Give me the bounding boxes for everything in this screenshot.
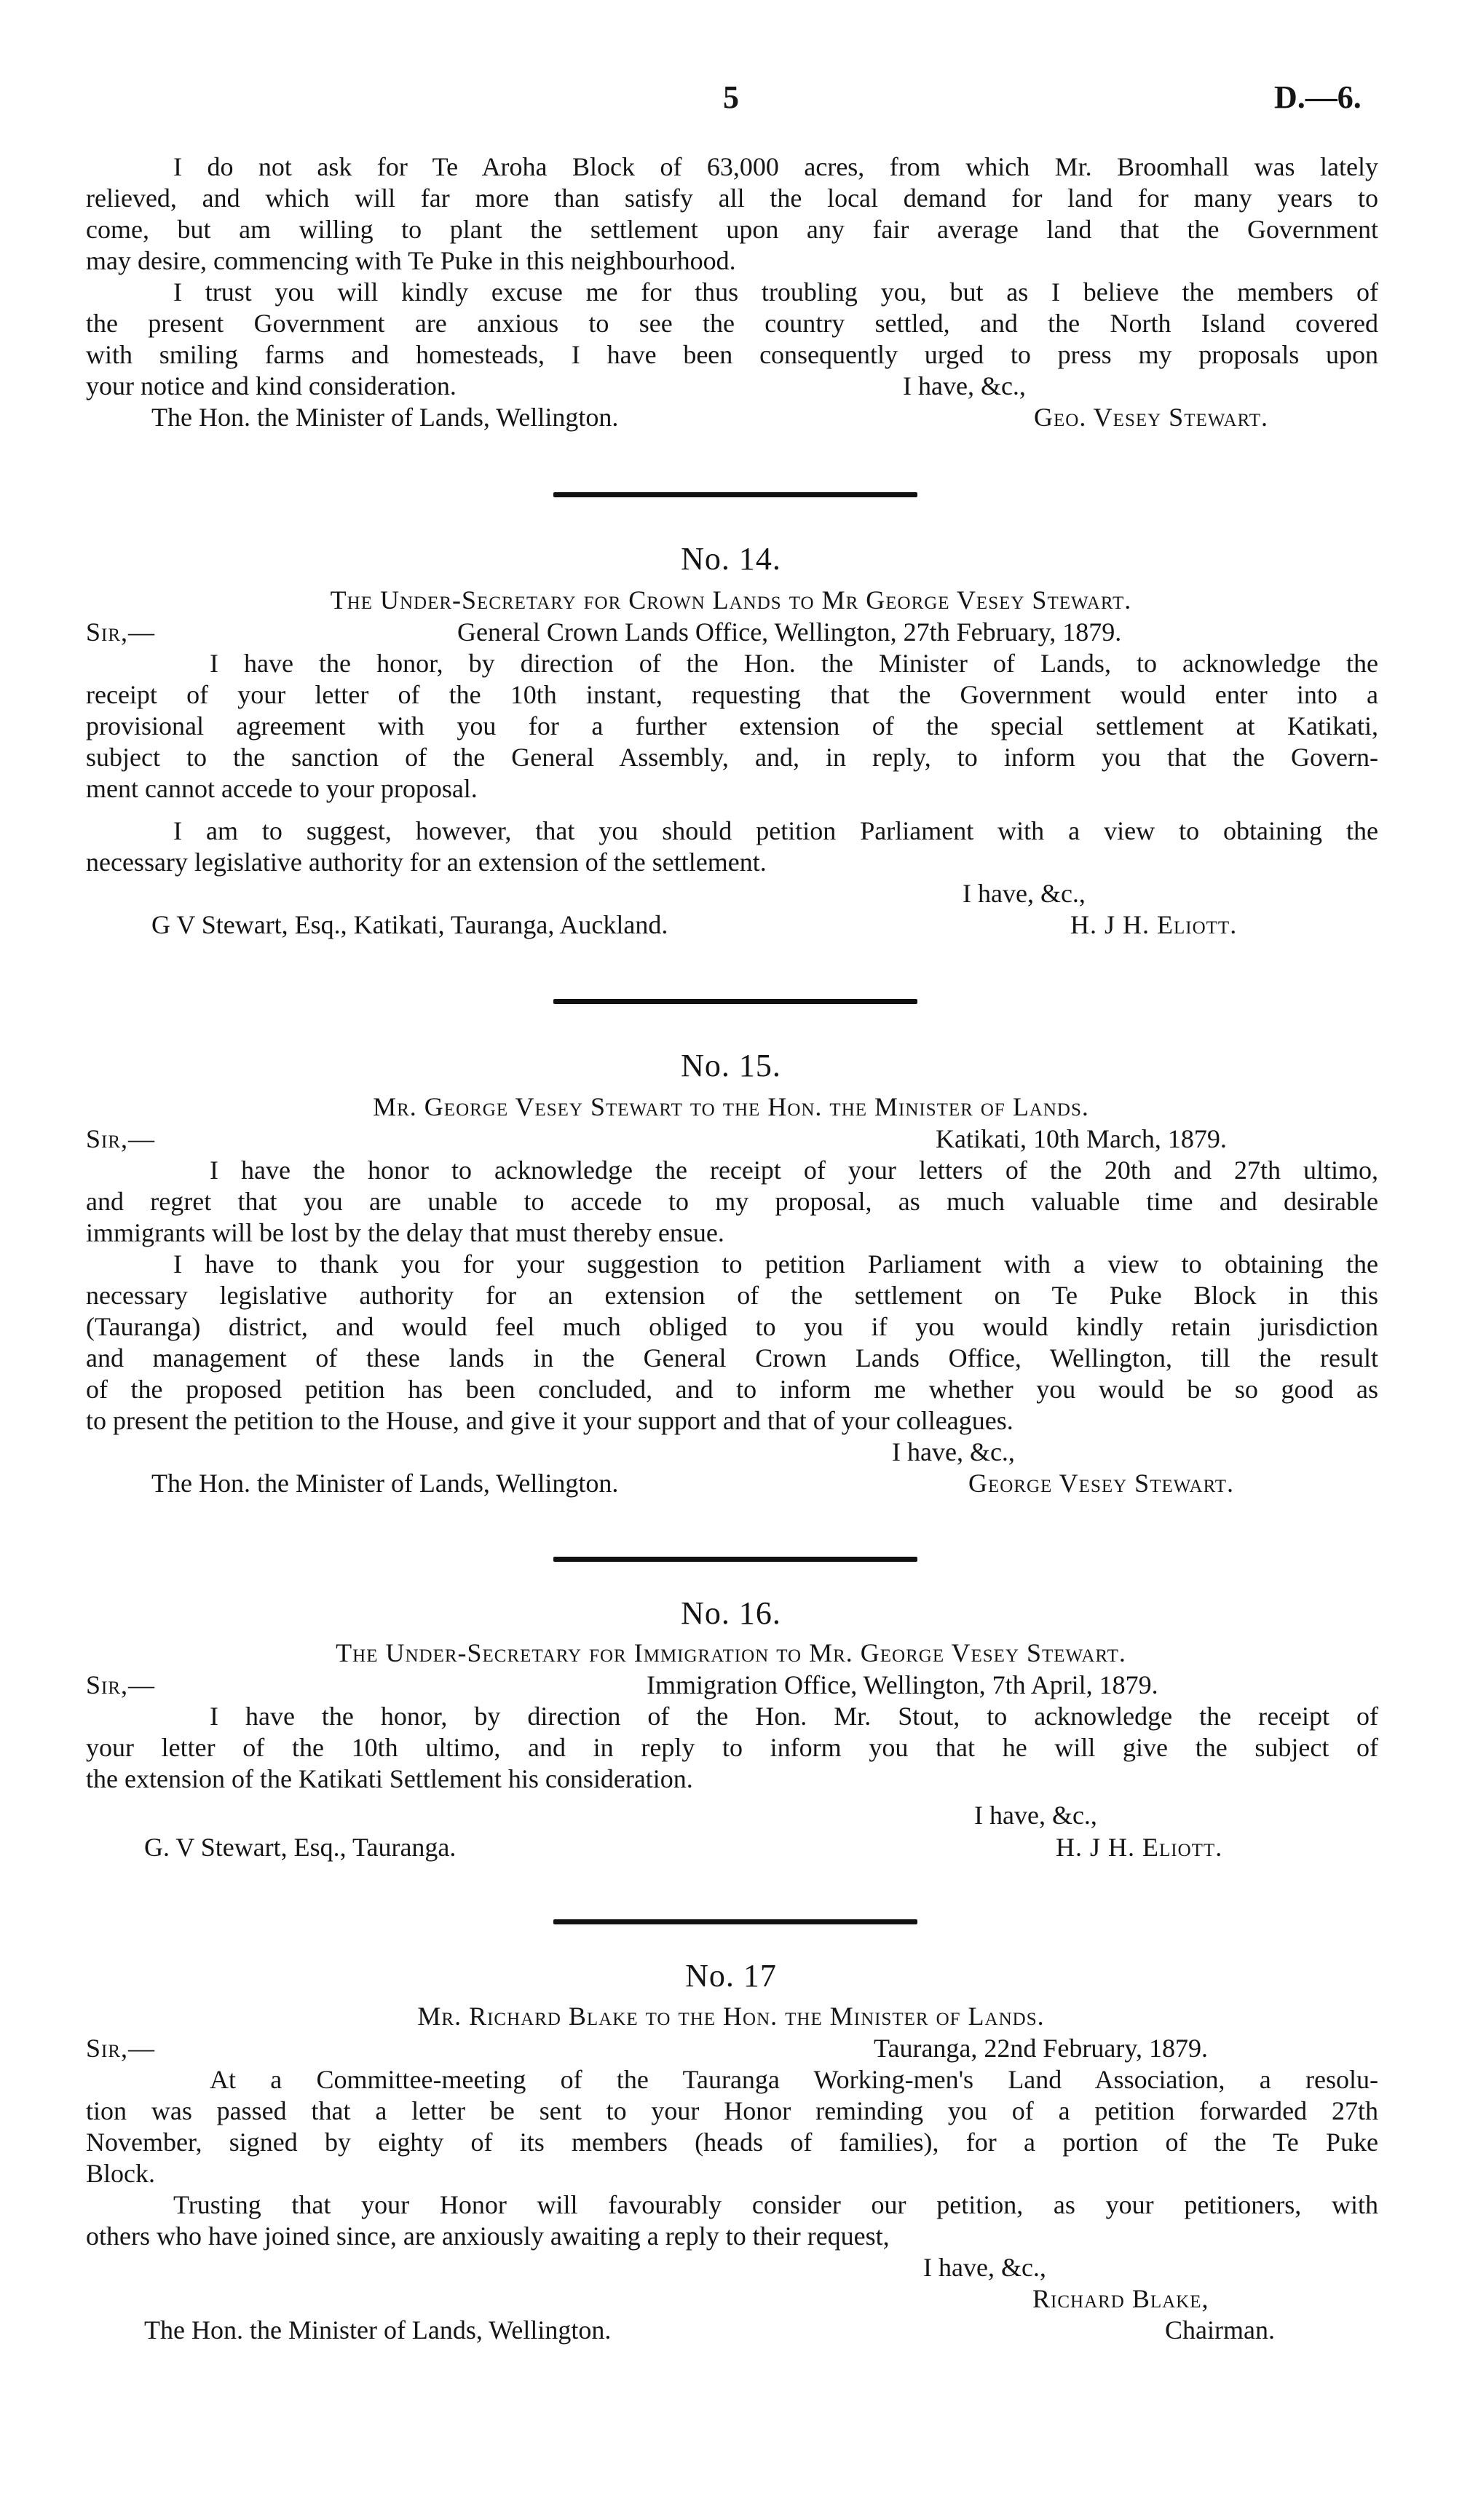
letter-number: No. 17 — [685, 1958, 777, 1994]
body-line: the present Government are anxious to see the country settled, and the North Island covered — [86, 309, 1378, 338]
body-line: I have to thank you for your suggestion to petition Parliament with a view to obtaining the — [173, 1249, 1378, 1279]
body-line: and regret that you are unable to accede to my proposal, as much valuable time and desirable — [86, 1187, 1378, 1216]
letter-number: No. 15. — [681, 1048, 781, 1083]
paper-reference: D.—6. — [1274, 79, 1362, 115]
letter-title: The Under-Secretary for Immigration to Mr. George Vesey Stewart. — [336, 1638, 1126, 1667]
body-line: your letter of the 10th ultimo, and in reply to inform you that he will give the subject of — [86, 1733, 1378, 1762]
body-line: your notice and kind consideration. — [86, 371, 457, 400]
addressee: G. V Stewart, Esq., Tauranga. — [144, 1833, 457, 1862]
body-line: and management of these lands in the General Crown Lands Office, Wellington, till the result — [86, 1343, 1378, 1372]
body-line: ment cannot accede to your proposal. — [86, 774, 478, 803]
body-line: come, but am willing to plant the settlement upon any fair average land that the Government — [86, 215, 1378, 244]
body-line: I do not ask for Te Aroha Block of 63,000 acres, from which Mr. Broomhall was lately — [173, 152, 1378, 181]
body-line: Trusting that your Honor will favourably consider our petition, as your petitioners, with — [173, 2190, 1378, 2219]
body-line: provisional agreement with you for a further extension of the special settlement at Katikati, — [86, 711, 1378, 740]
section-divider — [553, 1919, 917, 1924]
body-line: of the proposed petition has been concluded, and to inform me whether you would be so good as — [86, 1375, 1378, 1404]
signature: Geo. Vesey Stewart. — [1034, 403, 1269, 432]
body-line: I have the honor, by direction of the Hon. Mr. Stout, to acknowledge the receipt of — [210, 1702, 1378, 1731]
body-line: with smiling farms and homesteads, I have been consequently urged to press my proposals upon — [86, 340, 1378, 369]
addressee: The Hon. the Minister of Lands, Wellington. — [151, 403, 619, 432]
salutation: Sir,— — [86, 617, 156, 647]
body-line: Block. — [86, 2159, 155, 2188]
dateline: General Crown Lands Office, Wellington, 27th February, 1879. — [457, 617, 1122, 647]
closing: I have, &c., — [903, 371, 1026, 400]
body-line: the extension of the Katikati Settlement his consideration. — [86, 1764, 693, 1793]
addressee: The Hon. the Minister of Lands, Wellington. — [144, 2315, 612, 2345]
section-divider — [553, 999, 917, 1004]
addressee: G V Stewart, Esq., Katikati, Tauranga, Auckland. — [151, 910, 668, 939]
dateline: Tauranga, 22nd February, 1879. — [874, 2034, 1209, 2063]
signature: H. J H. Eliott. — [1070, 910, 1238, 939]
body-line: necessary legislative authority for an extension of the settlement on Te Puke Block in this — [86, 1281, 1378, 1310]
signature-title: Chairman. — [1165, 2315, 1275, 2345]
closing: I have, &c., — [963, 879, 1086, 908]
salutation: Sir,— — [86, 1124, 156, 1153]
signature: Richard Blake, — [1032, 2284, 1209, 2313]
closing: I have, &c., — [892, 1437, 1015, 1466]
body-line: I have the honor, by direction of the Hon. the Minister of Lands, to acknowledge the — [210, 649, 1378, 678]
body-line: receipt of your letter of the 10th instant, requesting that the Government would enter into a — [86, 680, 1378, 709]
letter-number: No. 14. — [681, 541, 781, 577]
dateline: Katikati, 10th March, 1879. — [936, 1124, 1227, 1153]
section-divider — [553, 1557, 917, 1562]
body-line: immigrants will be lost by the delay that must thereby ensue. — [86, 1218, 724, 1247]
body-line: I have the honor to acknowledge the receipt of your letters of the 20th and 27th ultimo, — [210, 1156, 1378, 1185]
body-line: others who have joined since, are anxiously awaiting a reply to their request, — [86, 2221, 890, 2251]
body-line: (Tauranga) district, and would feel much obliged to you if you would kindly retain jurisdiction — [86, 1312, 1378, 1341]
letter-number: No. 16. — [681, 1595, 781, 1631]
signature: George Vesey Stewart. — [968, 1469, 1235, 1498]
body-line: to present the petition to the House, and give it your support and that of your colleagues. — [86, 1406, 1013, 1435]
body-line: subject to the sanction of the General Assembly, and, in reply, to inform you that the Govern- — [86, 743, 1378, 772]
body-line: tion was passed that a letter be sent to your Honor reminding you of a petition forwarded 27th — [86, 2096, 1378, 2125]
page-number: 5 — [723, 79, 739, 115]
dateline: Immigration Office, Wellington, 7th April, 1879. — [647, 1670, 1158, 1699]
body-line: November, signed by eighty of its members (heads of families), for a portion of the Te Puke — [86, 2128, 1378, 2157]
body-line: may desire, commencing with Te Puke in this neighbourhood. — [86, 246, 736, 275]
body-line: I am to suggest, however, that you should petition Parliament with a view to obtaining the — [173, 816, 1378, 845]
salutation: Sir,— — [86, 1670, 156, 1699]
body-line: I trust you will kindly excuse me for thus troubling you, but as I believe the members of — [173, 277, 1378, 307]
body-line: relieved, and which will far more than satisfy all the local demand for land for many years to — [86, 183, 1378, 213]
letter-title: Mr. George Vesey Stewart to the Hon. the Minister of Lands. — [373, 1092, 1089, 1121]
letter-title: The Under-Secretary for Crown Lands to Mr George Vesey Stewart. — [330, 585, 1132, 615]
section-divider — [553, 492, 917, 497]
body-line: necessary legislative authority for an extension of the settlement. — [86, 848, 767, 877]
signature: H. J H. Eliott. — [1056, 1833, 1223, 1862]
addressee: The Hon. the Minister of Lands, Wellington. — [151, 1469, 619, 1498]
salutation: Sir,— — [86, 2034, 156, 2063]
closing: I have, &c., — [923, 2253, 1046, 2282]
letter-title: Mr. Richard Blake to the Hon. the Minister of Lands. — [417, 2002, 1045, 2031]
closing: I have, &c., — [974, 1801, 1097, 1830]
body-line: At a Committee-meeting of the Tauranga Working-men's Land Association, a resolu- — [210, 2065, 1378, 2094]
